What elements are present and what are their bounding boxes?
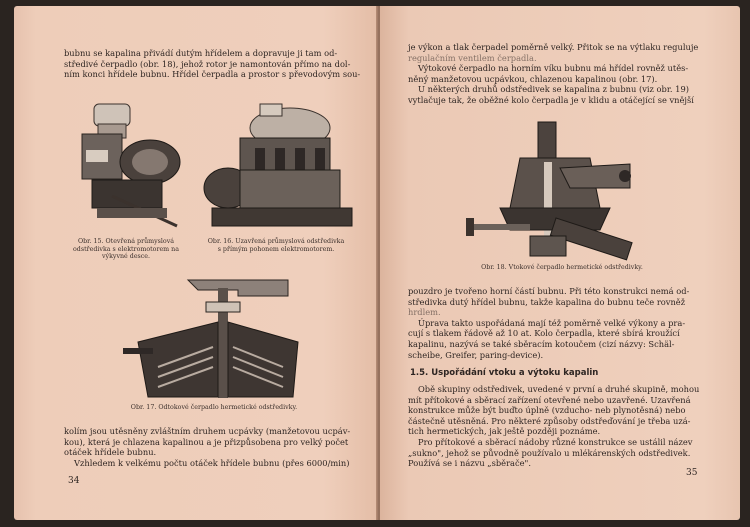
text-line: Používá se i názvu „sběrače". [408,458,532,469]
text-line: scheibe, Greifer, paring-device). [408,349,544,360]
text-line: konstrukce může být buďto úplně (vzducho- neb plynotěsná) nebo [408,405,686,416]
figure-15-centrifuge-open [72,94,192,234]
right-page [380,6,740,520]
text-line: Výtokové čerpadlo na horním víku bubnu má hřídel rovněž utěs- [418,63,689,74]
text-line: tich hermetických, jak ještě později poznáme. [408,426,601,437]
right-mid-text [408,286,720,360]
text-line: kou), která je chlazena kapalinou a je přizpůsobena pro velký počet [64,436,349,447]
text-line: „sukno", jehož se původně používalo u mlékárenských odstředivek. [408,447,691,458]
text-line: ním konci hřídele bubnu. Hřídel čerpadla a prostor s převodovým sou- [64,69,361,80]
text-line: vytlačuje tak, že oběžné kolo čerpadla je v klidu a otáčející se vnější [408,94,694,105]
right-top-text [408,42,720,106]
left-top-text [64,48,364,80]
text-line: Obě skupiny odstředivek, uvedené v první a druhé skupině, mohou [418,384,700,394]
text-line: Pro přítokové a sběrací nádoby různé konstrukce se ustálil název [418,436,693,447]
figure-17-pump-cross-section [118,272,318,402]
figure-15-caption: Obr. 15. Otevřená průmyslová odstředivka s elektromotorem na výkyvné desce. [73,238,179,261]
figure-18-caption: Obr. 18. Vtokové čerpadlo hermetické odstředivky. [481,264,643,271]
text-line: mít přítokové a sběrací zařízení otevřené nebo uzavřené. Uzavřená [408,394,691,405]
left-page [14,6,378,520]
section-heading: 1.5. Uspořádání vtoku a výtoku kapalin [410,368,599,378]
figure-16-centrifuge-closed [200,98,360,238]
text-line: částečně utěsněná. Pro některé způsoby odstřeďování je třeba uzá- [408,415,691,426]
text-line: Vzhledem k velkému počtu otáček hřídele bubnu (přes 6000/min) [74,457,350,468]
text-line: hrdlem. [408,307,441,318]
text-line: kapalinu, nazývá se také sběracím kotoučem (cizí názvy: Schäl- [408,338,675,349]
left-bottom-text [64,426,364,468]
text-line: kolím jsou utěsněny zvláštním druhem ucpávky (manžetovou ucpáv- [64,426,351,436]
text-line: regulačním ventilem čerpadla. [408,52,537,63]
text-line: středivé čerpadlo (obr. 18), jehož rotor je namontován přímo na dol- [64,58,351,69]
text-line: je výkon a tlak čerpadel poměrně velký. Přitok se na výtlaku reguluje [408,42,699,52]
text-line: cují s tlakem řádově až 10 at. Kolo čerpadla, které sbírá kroužící [408,328,680,339]
page-number-right: 35 [686,468,698,478]
text-line: otáček hřídele bubnu. [64,447,157,458]
figure-18-inlet-pump [460,118,650,263]
text-line: středivka dutý hřídel bubnu, takže kapalina do bubnu teče rovněž [408,296,686,307]
figure-17-caption: Obr. 17. Odtokové čerpadlo hermetické odstředivky. [130,404,298,411]
page-number-left: 34 [68,476,80,486]
text-line: bubnu se kapalina přivádí dutým hřídelem a dopravuje ji tam od- [64,48,338,58]
text-line: U některých druhů odstředivek se kapalina z bubnu (viz obr. 19) [418,84,689,95]
text-line: něný manžetovou ucpávkou, chlazenou kapalinou (obr. 17). [408,73,658,84]
text-line: Úprava takto uspořádaná mají též poměrně velké výkony a pra- [418,317,686,328]
figure-16-caption: Obr. 16. Uzavřená průmyslová odstředivka s přímým pohonem elektromotorem. [207,238,345,253]
right-bottom-text [408,384,720,469]
text-line: pouzdro je tvořeno horní částí bubnu. Při této konstrukci nemá od- [408,286,690,296]
